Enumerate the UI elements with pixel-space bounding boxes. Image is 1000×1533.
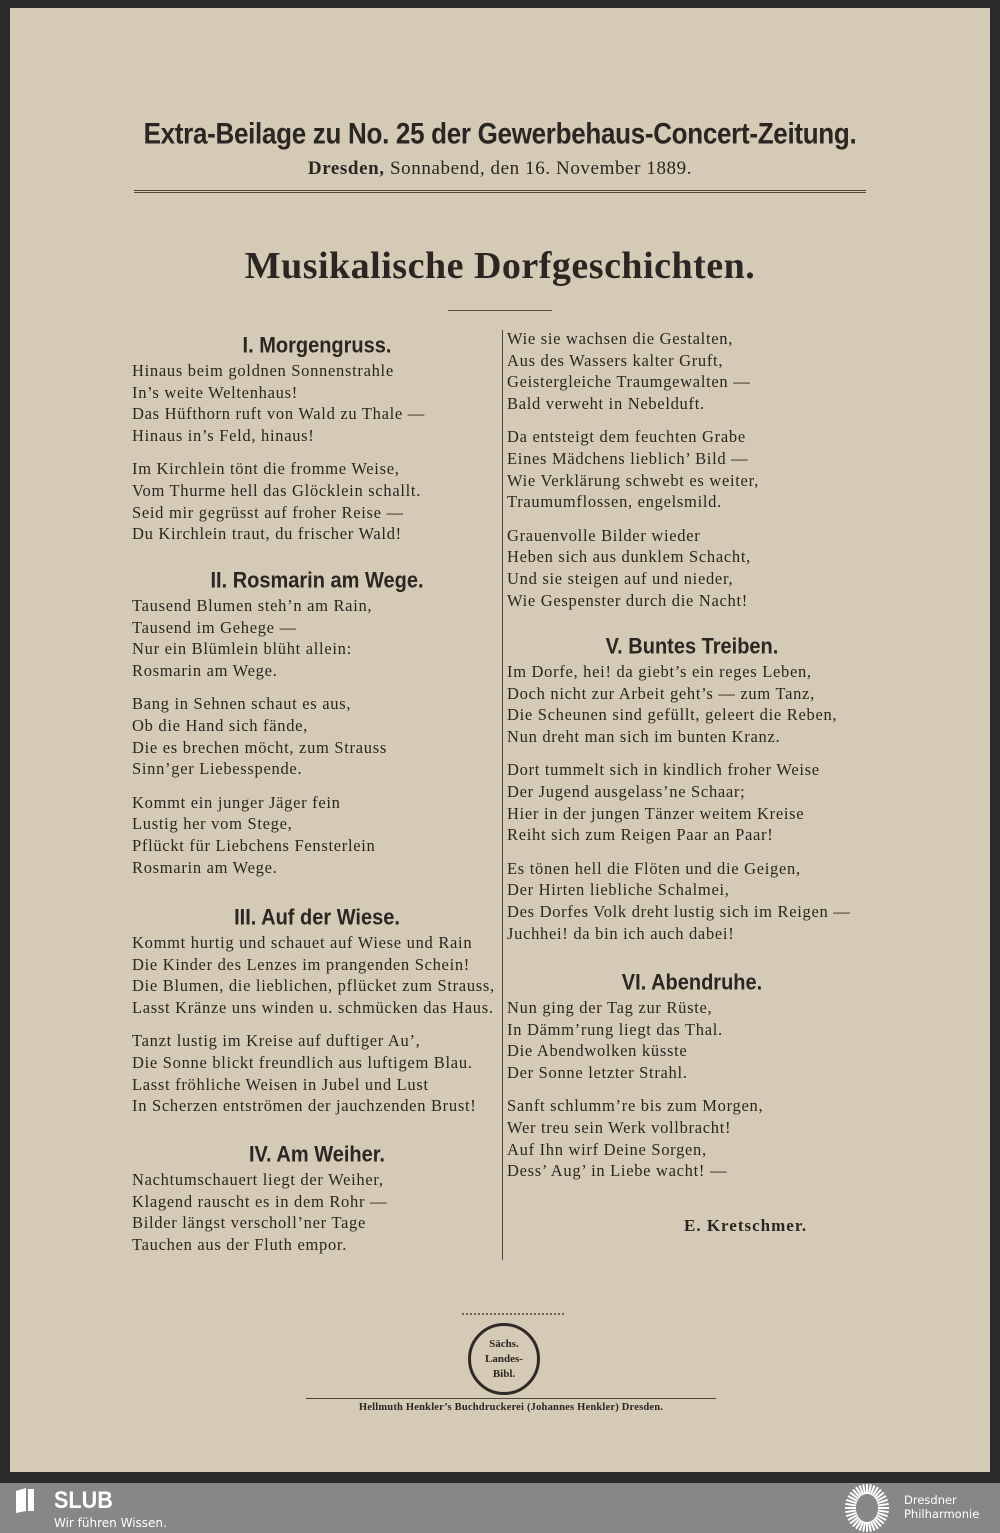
verse-line: Wie sie wachsen die Gestalten,	[507, 329, 734, 348]
verse-line: Reiht sich zum Reigen Paar an Paar!	[507, 825, 774, 845]
verse-line: Im Kirchlein tönt die fromme Weise,	[132, 459, 400, 479]
verse-line: Hier in der jungen Tänzer weitem Kreise	[507, 803, 805, 823]
stanza	[132, 693, 502, 779]
stamp-line: Landes-	[485, 1352, 523, 1365]
printer-rule	[306, 1398, 716, 1399]
poem-section	[132, 905, 502, 1129]
verse-line: Nun ging der Tag zur Rüste,	[507, 998, 713, 1017]
stanza	[132, 360, 502, 446]
poem-section	[132, 1142, 502, 1267]
stanza	[507, 1095, 877, 1181]
verse-line: Die Abendwolken küsste	[507, 1041, 688, 1061]
sunburst-ray	[878, 1510, 889, 1512]
verse-line: Hinaus in’s Feld, hinaus!	[132, 425, 315, 445]
verse-line: Aus des Wassers kalter Gruft,	[507, 350, 724, 370]
verse-line: Hinaus beim goldnen Sonnenstrahle	[132, 361, 394, 380]
verse-line: Nachtumschauert liegt der Weiher,	[132, 1170, 384, 1189]
column-divider	[502, 330, 503, 1260]
stamp-line: Sächs.	[489, 1337, 519, 1350]
poem-section-title: VI. Abendruhe.	[621, 970, 763, 996]
verse-line: Tausend im Gehege —	[132, 617, 297, 637]
stanza	[507, 525, 877, 611]
stanza	[132, 458, 502, 544]
verse-line: Das Hüfthorn ruft von Wald zu Thale —	[132, 404, 425, 424]
poem-section	[507, 634, 877, 956]
supplement-heading: Extra-Beilage zu No. 25 der Gewerbehaus-Concert-Zeitung.	[143, 115, 857, 151]
verse-line: Es tönen hell die Flöten und die Geigen,	[507, 858, 801, 878]
stanza	[507, 997, 877, 1083]
verse-line: Da entsteigt dem feuchten Grabe	[507, 427, 746, 447]
verse-line: Geistergleiche Traumgewalten —	[507, 372, 751, 392]
poem-section	[132, 568, 502, 890]
verse-line: Heben sich aus dunklem Schacht,	[507, 547, 751, 567]
verse-line: Bilder längst verscholl’ner Tage	[132, 1213, 366, 1233]
verse-line: Ob die Hand sich fände,	[132, 715, 309, 735]
verse-line: Des Dorfes Volk dreht lustig sich im Reigen —	[507, 901, 851, 921]
partner-line: Philharmonie	[904, 1507, 980, 1521]
header-double-rule	[134, 190, 866, 193]
verse-line: Und sie steigen auf und nieder,	[507, 568, 734, 588]
verse-line: Seid mir gegrüsst auf froher Reise —	[132, 502, 404, 522]
page-title: Musikalische Dorfgeschichten.	[244, 245, 756, 287]
author-signature: E. Kretschmer.	[684, 1216, 808, 1235]
verse-line: Kommt hurtig und schauet auf Wiese und Rain	[132, 933, 473, 952]
verse-line: Lasst fröhliche Weisen in Jubel und Lust	[132, 1074, 429, 1094]
verse-line: Lasst Kränze uns winden u. schmücken das Haus.	[132, 997, 494, 1017]
verse-line: Pflückt für Liebchens Fensterlein	[132, 835, 376, 855]
verse-line: Tausend Blumen steh’n am Rain,	[132, 596, 373, 615]
verse-line: Tanzt lustig im Kreise auf duftiger Au’,	[132, 1031, 421, 1051]
verse-line: Klagend rauscht es in dem Rohr —	[132, 1191, 388, 1211]
verse-line: Rosmarin am Wege.	[132, 660, 278, 680]
verse-line: Im Dorfe, hei! da giebt’s ein reges Leben,	[507, 662, 812, 681]
verse-line: Die Kinder des Lenzes im prangenden Schein!	[132, 954, 470, 974]
viewer-footer-bar	[0, 1483, 1000, 1533]
verse-line: Auf Ihn wirf Deine Sorgen,	[507, 1139, 707, 1159]
verse-line: In’s weite Weltenhaus!	[132, 382, 298, 402]
stamp-line: Bibl.	[492, 1367, 516, 1380]
poem-section-title: I. Morgengruss.	[242, 333, 392, 359]
verse-line: Dort tummelt sich in kindlich froher Weise	[507, 760, 820, 780]
printer-imprint: Hellmuth Henkler’s Buchdruckerei (Johannes Henkler) Dresden.	[358, 1402, 664, 1413]
poem-section	[507, 328, 877, 623]
poem-section-title: V. Buntes Treiben.	[605, 634, 779, 660]
partner-line: Dresdner	[904, 1493, 957, 1507]
verse-line: Traumumflossen, engelsmild.	[507, 492, 722, 512]
verse-line: Sanft schlumm’re bis zum Morgen,	[507, 1096, 764, 1116]
verse-line: In Scherzen entströmen der jauchzenden Brust!	[132, 1096, 477, 1116]
sunburst-ray	[878, 1504, 889, 1506]
verse-line: Wie Verklärung schwebt es weiter,	[507, 470, 759, 490]
verse-line: Kommt ein junger Jäger fein	[132, 792, 341, 812]
stanza	[507, 661, 877, 747]
verse-line: Der Hirten liebliche Schalmei,	[507, 880, 730, 900]
verse-line: Der Jugend ausgelass’ne Schaar;	[507, 781, 746, 801]
slub-book-icon	[14, 1487, 36, 1513]
verse-line: Sinn’ger Liebesspende.	[132, 759, 303, 779]
stanza	[507, 858, 877, 944]
slub-logo-text[interactable]: SLUB	[54, 1487, 113, 1514]
verse-line: Nun dreht man sich im bunten Kranz.	[507, 726, 781, 746]
poem-section	[507, 970, 877, 1194]
verse-line: Juchhei! da bin ich auch dabei!	[507, 923, 735, 943]
verse-line: Nur ein Blümlein blüht allein:	[132, 639, 352, 659]
verse-line: Die Blumen, die lieblichen, pflücket zum Strauss,	[132, 976, 495, 996]
verse-line: Bang in Sehnen schaut es aus,	[132, 694, 352, 714]
stanza	[507, 328, 877, 414]
sunburst-ray	[845, 1510, 856, 1512]
verse-line: Doch nicht zur Arbeit geht’s — zum Tanz,	[507, 683, 815, 703]
poem-section	[132, 333, 502, 557]
ornament-rule	[462, 1313, 564, 1319]
verse-line: Wer treu sein Werk vollbracht!	[507, 1117, 732, 1137]
stanza	[132, 1169, 502, 1255]
stanza	[132, 1030, 502, 1116]
slub-tagline: Wir führen Wissen.	[54, 1516, 167, 1530]
verse-line: Grauenvolle Bilder wieder	[507, 525, 701, 545]
dateline-date: Sonnabend, den 16. November 1889.	[390, 158, 693, 179]
stanza	[132, 932, 502, 1018]
verse-line: Du Kirchlein traut, du frischer Wald!	[132, 524, 402, 544]
title-rule	[448, 310, 552, 311]
library-stamp	[468, 1323, 540, 1395]
verse-line: Die Scheunen sind gefüllt, geleert die Reben,	[507, 705, 838, 725]
dateline	[0, 158, 1000, 180]
stanza	[507, 426, 877, 512]
verse-line: Eines Mädchens lieblich’ Bild —	[507, 448, 749, 468]
verse-line: In Dämm’rung liegt das Thal.	[507, 1019, 723, 1039]
partner-logo-text[interactable]	[904, 1493, 979, 1521]
verse-line: Wie Gespenster durch die Nacht!	[507, 590, 748, 610]
verse-line: Der Sonne letzter Strahl.	[507, 1062, 688, 1082]
stanza	[507, 759, 877, 845]
verse-line: Dess’ Aug’ in Liebe wacht! —	[507, 1161, 728, 1181]
verse-line: Rosmarin am Wege.	[132, 857, 278, 877]
verse-line: Lustig her vom Stege,	[132, 814, 293, 834]
verse-line: Bald verweht in Nebelduft.	[507, 393, 705, 413]
stanza	[132, 595, 502, 681]
philharmonie-sunburst-icon	[842, 1483, 892, 1533]
verse-line: Die es brechen möcht, zum Strauss	[132, 737, 387, 757]
dateline-place: Dresden,	[307, 158, 385, 179]
poem-section-title: III. Auf der Wiese.	[234, 905, 400, 931]
verse-line: Die Sonne blickt freundlich aus luftigem Blau.	[132, 1052, 473, 1072]
verse-line: Vom Thurme hell das Glöcklein schallt.	[132, 480, 422, 500]
sunburst-ray	[845, 1504, 856, 1506]
poem-section-title: II. Rosmarin am Wege.	[210, 568, 424, 594]
stanza	[132, 792, 502, 878]
verse-line: Tauchen aus der Fluth empor.	[132, 1234, 348, 1254]
poem-section-title: IV. Am Weiher.	[249, 1142, 385, 1168]
